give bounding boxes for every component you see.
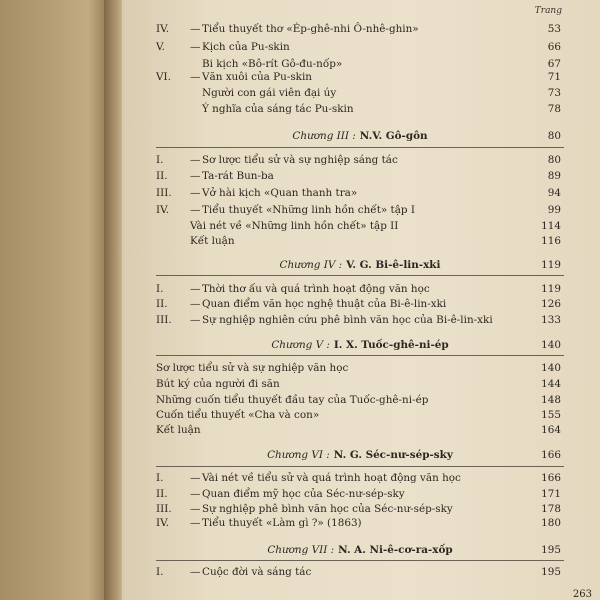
toc-row <box>156 102 564 116</box>
toc-dash: — <box>190 187 201 199</box>
chapter-heading <box>156 129 564 143</box>
toc-text: Bút ký của người đi săn <box>156 378 280 390</box>
toc-num: II. <box>156 488 168 500</box>
chapter-page: 140 <box>541 339 561 351</box>
toc-row <box>156 219 564 233</box>
chapter-name: N. A. Ni-ê-cơ-ra-xốp <box>338 544 453 556</box>
toc-page: 140 <box>541 362 561 374</box>
toc-text: Vở hài kịch «Quan thanh tra» <box>202 187 358 199</box>
chapter-label: Chương IV : <box>279 259 343 271</box>
toc-dash: — <box>190 71 201 83</box>
toc-row <box>156 487 564 501</box>
divider <box>156 560 564 561</box>
left-page <box>0 0 110 600</box>
toc-dash: — <box>190 170 201 182</box>
divider <box>156 147 564 148</box>
toc-text: Sơ lược tiểu sử và sự nghiệp sáng tác <box>202 154 398 166</box>
toc-text: Kịch của Pu-skin <box>202 41 290 53</box>
toc-page: 116 <box>541 235 561 247</box>
chapter-label: Chương III : <box>292 130 356 142</box>
toc-dash: — <box>190 517 201 529</box>
toc-num: I. <box>156 283 164 295</box>
divider <box>156 355 564 356</box>
toc-row <box>156 22 564 36</box>
toc-text: Cuộc đời và sáng tác <box>202 566 312 578</box>
toc-num: III. <box>156 187 172 199</box>
toc-row <box>156 361 564 375</box>
toc-text: Bi kịch «Bô-rít Gô-đu-nốp» <box>202 58 343 70</box>
toc-row <box>156 408 564 422</box>
toc-page: 171 <box>541 488 561 500</box>
toc-page: 67 <box>547 58 561 70</box>
chapter-label: Chương V : <box>271 339 330 351</box>
page-column-header: Trang <box>534 6 562 16</box>
toc-page: 94 <box>547 187 561 199</box>
toc-text: Sự nghiệp phê bình văn học của Séc-nư-sép-sky <box>202 503 453 515</box>
toc-text: Ý nghĩa của sáng tác Pu-skin <box>202 103 354 115</box>
chapter-page: 119 <box>541 259 561 271</box>
toc-row <box>156 502 564 516</box>
toc-row <box>156 313 564 327</box>
toc-row <box>156 70 564 84</box>
toc-dash: — <box>190 298 201 310</box>
chapter-heading <box>156 448 564 462</box>
toc-row <box>156 203 564 217</box>
toc-text: Quan điểm văn học nghệ thuật của Bi-ê-lin-xki <box>202 298 447 310</box>
toc-page: 78 <box>547 103 561 115</box>
toc-row <box>156 565 564 579</box>
toc-row <box>156 471 564 485</box>
toc-row <box>156 393 564 407</box>
toc-page: 133 <box>541 314 561 326</box>
toc-text: Kết luận <box>156 424 201 436</box>
toc-row <box>156 57 564 71</box>
toc-page: 119 <box>541 283 561 295</box>
toc-page: 178 <box>541 503 561 515</box>
chapter-heading <box>156 338 564 352</box>
toc-text: Những cuốn tiểu thuyết đầu tay của Tuốc-ghê-ni-ép <box>156 394 429 406</box>
toc-text: Người con gái viên đại úy <box>202 87 337 99</box>
toc-page: 53 <box>547 23 561 35</box>
toc-row <box>156 186 564 200</box>
toc-dash: — <box>190 41 201 53</box>
chapter-page: 166 <box>541 449 561 461</box>
toc-row <box>156 516 564 530</box>
toc-row <box>156 169 564 183</box>
toc-page: 80 <box>547 154 561 166</box>
toc-dash: — <box>190 314 201 326</box>
toc-dash: — <box>190 488 201 500</box>
chapter-name: I. X. Tuốc-ghê-ni-ép <box>333 339 449 351</box>
chapter-label: Chương VII : <box>267 544 335 556</box>
toc-dash: — <box>190 472 201 484</box>
toc-dash: — <box>190 566 201 578</box>
chapter-page: 195 <box>541 544 561 556</box>
toc-dash: — <box>190 503 201 515</box>
toc-page: 144 <box>541 378 561 390</box>
toc-text: Ta-rát Bun-ba <box>202 170 274 182</box>
chapter-page: 80 <box>547 130 561 142</box>
toc-dash: — <box>190 204 201 216</box>
toc-row <box>156 234 564 248</box>
chapter-name: N. G. Séc-nư-sép-sky <box>333 449 453 461</box>
toc-text: Quan điểm mỹ học của Séc-nư-sép-sky <box>202 488 405 500</box>
toc-num: IV. <box>156 23 170 35</box>
toc-row <box>156 423 564 437</box>
toc-text: Tiểu thuyết «Những linh hồn chết» tập I <box>202 204 415 216</box>
toc-num: II. <box>156 298 168 310</box>
toc-page: 71 <box>547 71 561 83</box>
toc-dash: — <box>190 23 201 35</box>
toc-num: III. <box>156 503 172 515</box>
toc-num: V. <box>156 41 165 53</box>
toc-page: 99 <box>547 204 561 216</box>
toc-num: I. <box>156 154 164 166</box>
chapter-heading <box>156 543 564 557</box>
toc-row <box>156 377 564 391</box>
toc-row <box>156 282 564 296</box>
toc-text: Vài nét về tiểu sử và quá trình hoạt động văn học <box>202 472 461 484</box>
toc-num: IV. <box>156 204 170 216</box>
toc-text: Cuốn tiểu thuyết «Cha và con» <box>156 409 320 421</box>
toc-num: VI. <box>156 71 171 83</box>
toc-text: Thời thơ ấu và quá trình hoạt động văn học <box>202 283 430 295</box>
toc-text: Sự nghiệp nghiên cứu phê bình văn học của Bi-ê-lin-xki <box>202 314 493 326</box>
toc-text: Tiểu thuyết «Làm gì ?» (1863) <box>202 517 362 529</box>
toc-dash: — <box>190 154 201 166</box>
toc-page: 155 <box>541 409 561 421</box>
toc-page: 89 <box>547 170 561 182</box>
toc-num: II. <box>156 170 168 182</box>
toc-num: IV. <box>156 517 170 529</box>
toc-row <box>156 86 564 100</box>
toc-row <box>156 153 564 167</box>
toc-text: Tiểu thuyết thơ «Ép-ghê-nhi Ô-nhê-ghin» <box>202 23 419 35</box>
toc-text: Văn xuôi của Pu-skin <box>202 71 312 83</box>
toc-page: 126 <box>541 298 561 310</box>
toc-page: 195 <box>541 566 561 578</box>
page-number: 263 <box>572 589 592 600</box>
toc-text: Kết luận <box>190 235 235 247</box>
divider <box>156 466 564 467</box>
toc-text: Sơ lược tiểu sử và sự nghiệp văn học <box>156 362 349 374</box>
toc-row <box>156 297 564 311</box>
toc-page: 73 <box>547 87 561 99</box>
toc-dash: — <box>190 283 201 295</box>
toc-page: 164 <box>541 424 561 436</box>
toc-page: 166 <box>541 472 561 484</box>
divider <box>156 275 564 276</box>
table-of-contents <box>156 0 564 600</box>
toc-page: 148 <box>541 394 561 406</box>
toc-num: I. <box>156 566 164 578</box>
toc-page: 180 <box>541 517 561 529</box>
chapter-label: Chương VI : <box>267 449 330 461</box>
toc-num: III. <box>156 314 172 326</box>
toc-row <box>156 40 564 54</box>
toc-num: I. <box>156 472 164 484</box>
toc-page: 66 <box>547 41 561 53</box>
chapter-name: N.V. Gô-gôn <box>359 130 428 142</box>
chapter-heading <box>156 258 564 272</box>
toc-text: Vài nét về «Những linh hồn chết» tập II <box>190 220 399 232</box>
chapter-name: V. G. Bi-ê-lin-xki <box>346 259 441 271</box>
toc-page: 114 <box>541 220 561 232</box>
